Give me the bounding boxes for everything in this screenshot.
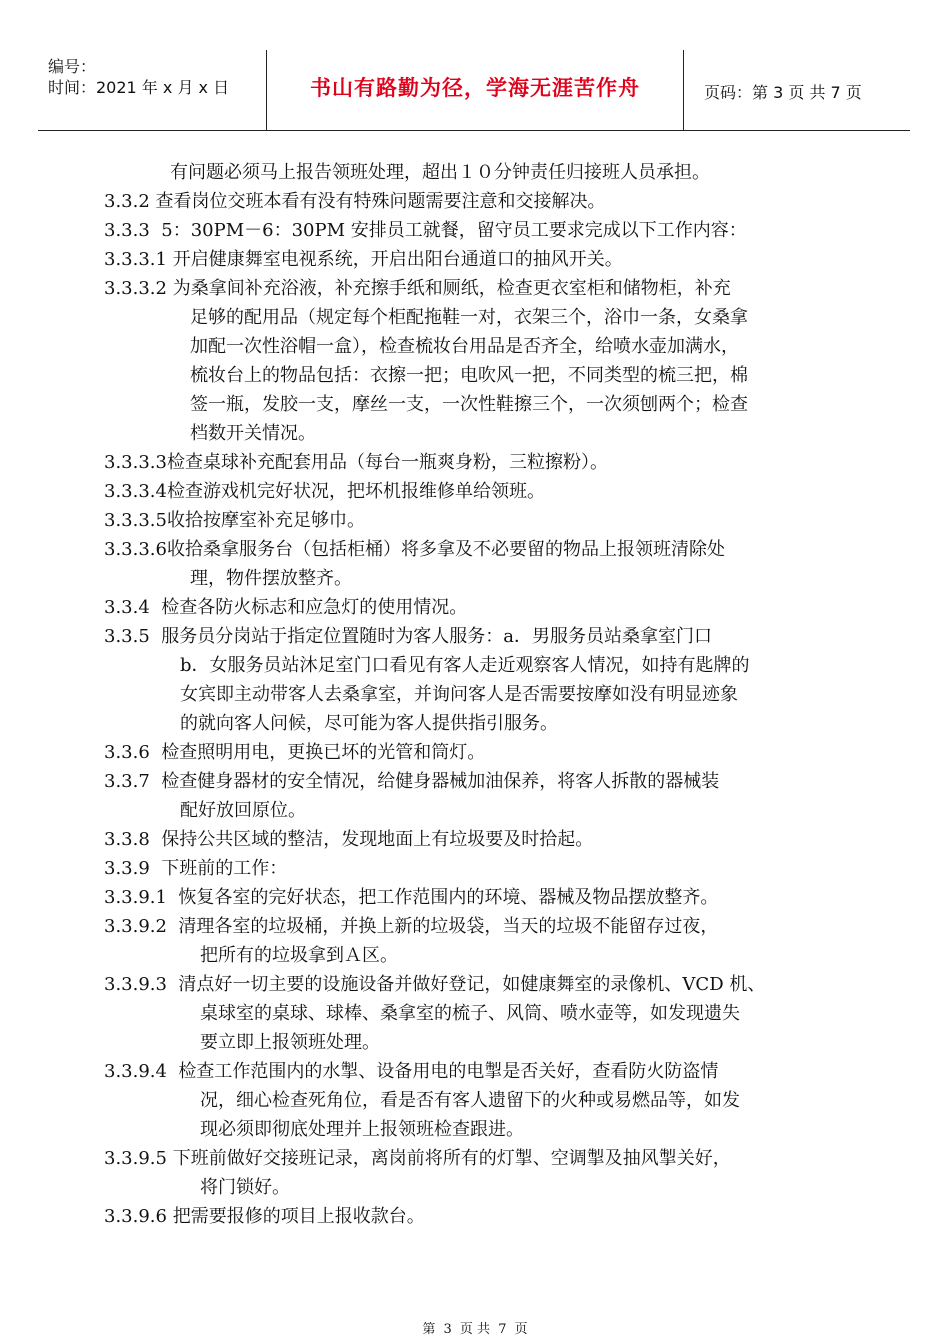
line-text: 查看岗位交班本看有没有特殊问题需要注意和交接解决。 bbox=[149, 191, 606, 212]
text-line bbox=[104, 825, 894, 854]
text-line bbox=[104, 1028, 894, 1057]
text-line bbox=[104, 303, 894, 332]
line-text: 检查照明用电，更换已坏的光管和筒灯。 bbox=[149, 742, 486, 763]
footer-page-number: 3 bbox=[443, 1322, 452, 1337]
section-number: 3.3.3.3 bbox=[104, 452, 167, 473]
section-number: 3.3.9.2 bbox=[104, 916, 167, 937]
line-text: 保持公共区域的整洁，发现地面上有垃圾要及时拾起。 bbox=[149, 829, 594, 850]
line-text: 检查游戏机完好状况，把坏机报维修单给领班。 bbox=[166, 481, 545, 502]
header-divider-right bbox=[683, 50, 684, 130]
text-line bbox=[104, 1202, 894, 1231]
text-line bbox=[104, 245, 894, 274]
line-text: 档数开关情况。 bbox=[190, 423, 316, 444]
line-text: 清理各室的垃圾桶，并换上新的垃圾袋，当天的垃圾不能留存过夜， bbox=[166, 916, 719, 937]
line-text: 理，物件摆放整齐。 bbox=[190, 568, 352, 589]
line-text: 加配一次性浴帽一盒），检查梳妆台用品是否齐全，给喷水壶加满水， bbox=[190, 336, 739, 357]
text-line bbox=[104, 912, 894, 941]
line-text: 服务员分岗站于指定位置随时为客人服务：a．男服务员站桑拿室门口 bbox=[149, 626, 712, 647]
section-number: 3.3.5 bbox=[104, 626, 150, 647]
text-line bbox=[104, 970, 894, 999]
section-number: 3.3.3.5 bbox=[104, 510, 167, 531]
section-number: 3.3.9.1 bbox=[104, 887, 167, 908]
line-text: 足够的配用品（规定每个柜配拖鞋一对，衣架三个，浴巾一条，女桑拿 bbox=[190, 307, 748, 328]
text-line bbox=[104, 999, 894, 1028]
line-text: 检查工作范围内的水掣、设备用电的电掣是否关好，查看防火防盗情 bbox=[166, 1061, 719, 1082]
text-line bbox=[104, 883, 894, 912]
line-text: b．女服务员站沐足室门口看见有客人走近观察客人情况，如持有匙牌的 bbox=[180, 655, 750, 676]
text-line bbox=[104, 477, 894, 506]
text-line bbox=[104, 593, 894, 622]
line-text: 配好放回原位。 bbox=[180, 800, 306, 821]
footer-suffix: 页 bbox=[514, 1322, 528, 1337]
section-number: 3.3.7 bbox=[104, 771, 150, 792]
section-number: 3.3.9.3 bbox=[104, 974, 167, 995]
text-line bbox=[104, 390, 894, 419]
text-line bbox=[104, 216, 894, 245]
line-text: 检查桌球补充配套用品（每台一瓶爽身粉，三粒擦粉）。 bbox=[166, 452, 608, 473]
line-text: 将门锁好。 bbox=[200, 1177, 290, 1198]
header-meta bbox=[48, 56, 268, 98]
text-line bbox=[104, 1173, 894, 1202]
line-text: 现必须即彻底处理并上报领班检查跟进。 bbox=[200, 1119, 524, 1140]
section-number: 3.3.3 bbox=[104, 220, 150, 241]
page-footer bbox=[0, 1318, 950, 1337]
line-text: 开启健康舞室电视系统，开启出阳台通道口的抽风开关。 bbox=[166, 249, 623, 270]
text-line bbox=[104, 1115, 894, 1144]
text-line bbox=[104, 796, 894, 825]
line-text: 况，细心检查死角位，看是否有客人遗留下的火种或易燃品等，如发 bbox=[200, 1090, 740, 1111]
document-number-label: 编号： bbox=[48, 57, 97, 76]
line-text: 清点好一切主要的设施设备并做好登记，如健康舞室的录像机、VCD 机、 bbox=[166, 974, 766, 995]
section-number: 3.3.3.6 bbox=[104, 539, 167, 560]
text-line bbox=[104, 709, 894, 738]
text-line bbox=[104, 535, 894, 564]
footer-mid: 页 共 bbox=[459, 1322, 491, 1337]
line-text: 签一瓶，发胶一支，摩丝一支，一次性鞋擦三个，一次须刨两个；检查 bbox=[190, 394, 748, 415]
page-header bbox=[38, 50, 910, 131]
line-text: 桌球室的桌球、球棒、桑拿室的梳子、风筒、喷水壶等，如发现遗失 bbox=[200, 1003, 740, 1024]
footer-prefix: 第 bbox=[422, 1322, 436, 1337]
document-time-label: 时间：2021 年 x 月 x 日 bbox=[48, 78, 230, 97]
section-number: 3.3.9.6 bbox=[104, 1206, 167, 1227]
text-line bbox=[104, 854, 894, 883]
line-text: 下班前做好交接班记录，离岗前将所有的灯掣、空调掣及抽风掣关好， bbox=[166, 1148, 731, 1169]
text-line bbox=[104, 1144, 894, 1173]
section-number: 3.3.2 bbox=[104, 191, 150, 212]
line-text: 收拾桑拿服务台（包括柜桶）将多拿及不必要留的物品上报领班清除处 bbox=[166, 539, 725, 560]
section-number: 3.3.3.4 bbox=[104, 481, 167, 502]
text-line bbox=[104, 506, 894, 535]
section-number: 3.3.3.1 bbox=[104, 249, 167, 270]
line-text: 收拾按摩室补充足够巾。 bbox=[166, 510, 365, 531]
text-line bbox=[104, 361, 894, 390]
section-number: 3.3.4 bbox=[104, 597, 150, 618]
line-text: 的就向客人问候，尽可能为客人提供指引服务。 bbox=[180, 713, 558, 734]
line-text: 梳妆台上的物品包括：衣擦一把；电吹风一把，不同类型的梳三把，棉 bbox=[190, 365, 748, 386]
footer-total-pages: 7 bbox=[498, 1322, 507, 1337]
text-line bbox=[104, 680, 894, 709]
text-line bbox=[104, 564, 894, 593]
text-line bbox=[104, 274, 894, 303]
section-number: 3.3.3.2 bbox=[104, 278, 167, 299]
line-text: 为桑拿间补充浴液，补充擦手纸和厕纸，检查更衣室柜和储物柜，补充 bbox=[166, 278, 731, 299]
line-text: 检查健身器材的安全情况，给健身器械加油保养，将客人拆散的器械装 bbox=[149, 771, 720, 792]
section-number: 3.3.9 bbox=[104, 858, 150, 879]
section-number: 3.3.9.4 bbox=[104, 1061, 167, 1082]
header-page-info: 页码：第 3 页 共 7 页 bbox=[704, 83, 862, 102]
line-text: 把所有的垃圾拿到Ａ区。 bbox=[200, 945, 398, 966]
section-number: 3.3.6 bbox=[104, 742, 150, 763]
line-text: 女宾即主动带客人去桑拿室，并询问客人是否需要按摩如没有明显迹象 bbox=[180, 684, 738, 705]
text-line bbox=[104, 448, 894, 477]
text-line bbox=[104, 158, 894, 187]
text-line bbox=[104, 187, 894, 216]
text-line bbox=[104, 622, 894, 651]
line-text: 下班前的工作： bbox=[149, 858, 288, 879]
text-line bbox=[104, 332, 894, 361]
text-line bbox=[104, 1086, 894, 1115]
text-line bbox=[104, 767, 894, 796]
text-line bbox=[104, 419, 894, 448]
text-line bbox=[104, 1057, 894, 1086]
section-number: 3.3.9.5 bbox=[104, 1148, 167, 1169]
section-number: 3.3.8 bbox=[104, 829, 150, 850]
text-line bbox=[104, 651, 894, 680]
line-text: 恢复各室的完好状态，把工作范围内的环境、器械及物品摆放整齐。 bbox=[166, 887, 719, 908]
line-text: 要立即上报领班处理。 bbox=[200, 1032, 380, 1053]
line-text: 把需要报修的项目上报收款台。 bbox=[166, 1206, 425, 1227]
line-text: 有问题必须马上报告领班处理，超出１０分钟责任归接班人员承担。 bbox=[170, 162, 710, 183]
text-line bbox=[104, 738, 894, 767]
line-text: 检查各防火标志和应急灯的使用情况。 bbox=[149, 597, 468, 618]
text-line bbox=[104, 941, 894, 970]
document-body bbox=[104, 158, 894, 1231]
header-motto: 书山有路勤为径，学海无涯苦作舟 bbox=[310, 76, 640, 100]
line-text: 5：30PM－6：30PM 安排员工就餐，留守员工要求完成以下工作内容： bbox=[149, 220, 747, 241]
